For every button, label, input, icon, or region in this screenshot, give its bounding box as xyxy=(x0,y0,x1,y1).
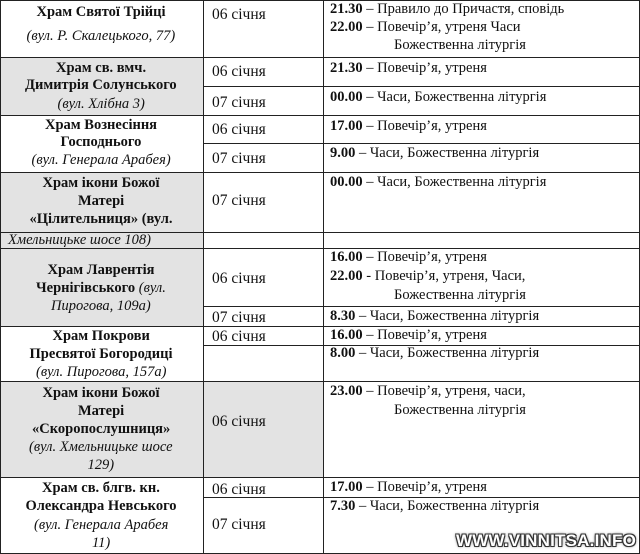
church-name: Пресвятої Богородиці xyxy=(29,346,173,362)
row-rule xyxy=(0,381,640,382)
service-entry xyxy=(330,498,539,515)
service-date: 06 січня xyxy=(212,121,266,138)
service-date: 07 січня xyxy=(212,192,266,209)
service-time: 22.00 xyxy=(330,268,363,284)
service-separator: – xyxy=(366,327,374,343)
church-name: Храм ікони Божої xyxy=(42,175,160,191)
service-entry xyxy=(330,308,539,325)
church-address: (вул. Хлібна 3) xyxy=(57,96,145,112)
service-separator: – xyxy=(366,479,374,495)
subrow-rule xyxy=(203,143,640,144)
service-entry xyxy=(330,1,564,18)
service-text: Часи, Божественна літургія xyxy=(369,498,540,514)
church-name: Матері xyxy=(78,193,125,209)
service-separator: – xyxy=(359,498,367,514)
service-time: 21.30 xyxy=(330,1,363,17)
church-address: (вул. Хмельницьке шосе xyxy=(29,439,173,455)
service-time: 17.00 xyxy=(330,118,363,134)
service-text: Часи, Божественна літургія xyxy=(369,145,540,161)
service-text: Повечір’я, утреня xyxy=(377,60,487,76)
church-name: Господнього xyxy=(60,134,142,150)
col-rule xyxy=(0,0,1,554)
service-text-continued: Божественна літургія xyxy=(394,287,526,303)
church-address: (вул. Пирогова, 157а) xyxy=(36,364,167,380)
service-separator: – xyxy=(359,308,367,324)
service-time: 9.00 xyxy=(330,145,356,161)
service-separator: – xyxy=(366,1,374,17)
subrow-rule xyxy=(203,306,640,307)
service-date: 06 січня xyxy=(212,6,266,23)
church-name: Храм Святої Трійці xyxy=(36,4,166,20)
service-text: Повечір’я, утреня xyxy=(377,118,487,134)
service-time: 21.30 xyxy=(330,60,363,76)
service-entry xyxy=(330,327,487,344)
service-date: 07 січня xyxy=(212,516,266,533)
church-name: Димитрія Солунського xyxy=(25,77,177,93)
church-address: Пирогова, 109а) xyxy=(51,298,151,314)
site-watermark: WWW.VINNITSA.INFO xyxy=(456,531,636,550)
service-entry xyxy=(330,479,487,496)
church-name-line xyxy=(36,280,166,297)
service-entry xyxy=(330,145,539,162)
service-separator: – xyxy=(366,249,374,265)
service-separator: – xyxy=(366,174,374,190)
service-date: 06 січня xyxy=(212,481,266,498)
church-name: Олександра Невського xyxy=(25,498,177,514)
service-separator: – xyxy=(366,19,374,35)
service-time: 8.30 xyxy=(330,308,356,324)
service-separator: – xyxy=(366,118,374,134)
service-time: 22.00 xyxy=(330,19,363,35)
church-address: 11) xyxy=(92,535,111,551)
service-separator: - xyxy=(366,268,372,284)
service-date: 07 січня xyxy=(212,94,266,111)
church-name: «Скоропослушниця» xyxy=(32,421,171,437)
service-date: 07 січня xyxy=(212,309,266,326)
church-name: Матері xyxy=(78,403,125,419)
service-separator: – xyxy=(359,345,367,361)
church-name: Храм Лаврентія xyxy=(47,262,155,278)
church-name: «Цілительниця» (вул. xyxy=(29,211,173,227)
row-rule xyxy=(0,172,640,173)
service-entry xyxy=(330,118,487,135)
service-text: Повечір’я, утреня, часи, xyxy=(377,383,526,399)
service-separator: – xyxy=(366,89,374,105)
service-separator: – xyxy=(366,60,374,76)
row-rule xyxy=(0,326,640,327)
service-text: Часи, Божественна літургія xyxy=(369,345,540,361)
service-text: Повечір’я, утреня Часи xyxy=(377,19,521,35)
service-separator: – xyxy=(366,383,374,399)
church-name: Храм ікони Божої xyxy=(42,385,160,401)
service-entry xyxy=(330,345,539,362)
church-address: (вул. xyxy=(138,280,166,296)
church-name: Храм св. блгв. кн. xyxy=(42,480,160,496)
service-time: 16.00 xyxy=(330,327,363,343)
service-entry xyxy=(330,174,546,191)
service-text: Повечір’я, утреня, Часи, xyxy=(374,268,526,284)
service-text: Повечір’я, утреня xyxy=(377,479,487,495)
service-entry xyxy=(330,19,521,36)
service-date: 06 січня xyxy=(212,270,266,287)
service-text: Часи, Божественна літургія xyxy=(377,174,547,190)
service-date: 07 січня xyxy=(212,150,266,167)
service-time: 8.00 xyxy=(330,345,356,361)
service-text-continued: Божественна літургія xyxy=(394,37,526,53)
service-entry xyxy=(330,89,546,106)
service-entry xyxy=(330,383,526,400)
col-rule xyxy=(203,0,204,554)
service-text: Повечір’я, утреня xyxy=(377,327,487,343)
row-rule xyxy=(0,477,640,478)
service-text: Повечір’я, утреня xyxy=(377,249,487,265)
service-text-continued: Божественна літургія xyxy=(394,402,526,418)
service-entry xyxy=(330,249,487,266)
church-name: Чернігівського xyxy=(36,280,136,296)
service-separator: – xyxy=(359,145,367,161)
church-name: Храм Вознесіння xyxy=(45,117,158,133)
row-rule xyxy=(0,57,640,58)
service-date: 06 січня xyxy=(212,413,266,430)
church-name: Храм Покрови xyxy=(52,328,150,344)
service-time: 16.00 xyxy=(330,249,363,265)
row-rule xyxy=(0,115,640,116)
service-time: 17.00 xyxy=(330,479,363,495)
service-text: Правило до Причастя, сповідь xyxy=(377,1,565,17)
service-text: Часи, Божественна літургія xyxy=(369,308,540,324)
service-date: 06 січня xyxy=(212,63,266,80)
service-date: 06 січня xyxy=(212,328,266,345)
col-rule xyxy=(323,0,324,554)
church-name: Храм св. вмч. xyxy=(56,60,147,76)
service-text: Часи, Божественна літургія xyxy=(377,89,547,105)
service-time: 00.00 xyxy=(330,174,363,190)
subrow-rule xyxy=(203,86,640,87)
church-address: (вул. Р. Скалецького, 77) xyxy=(26,28,176,44)
service-time: 7.30 xyxy=(330,498,356,514)
service-entry xyxy=(330,60,487,77)
service-entry xyxy=(330,268,525,285)
service-time: 23.00 xyxy=(330,383,363,399)
church-address: (вул. Генерала Арабея) xyxy=(31,152,171,168)
church-address: (вул. Генерала Арабея xyxy=(34,517,169,533)
service-time: 00.00 xyxy=(330,89,363,105)
church-address: Хмельницьке шосе 108) xyxy=(8,232,151,248)
church-address: 129) xyxy=(87,457,115,473)
